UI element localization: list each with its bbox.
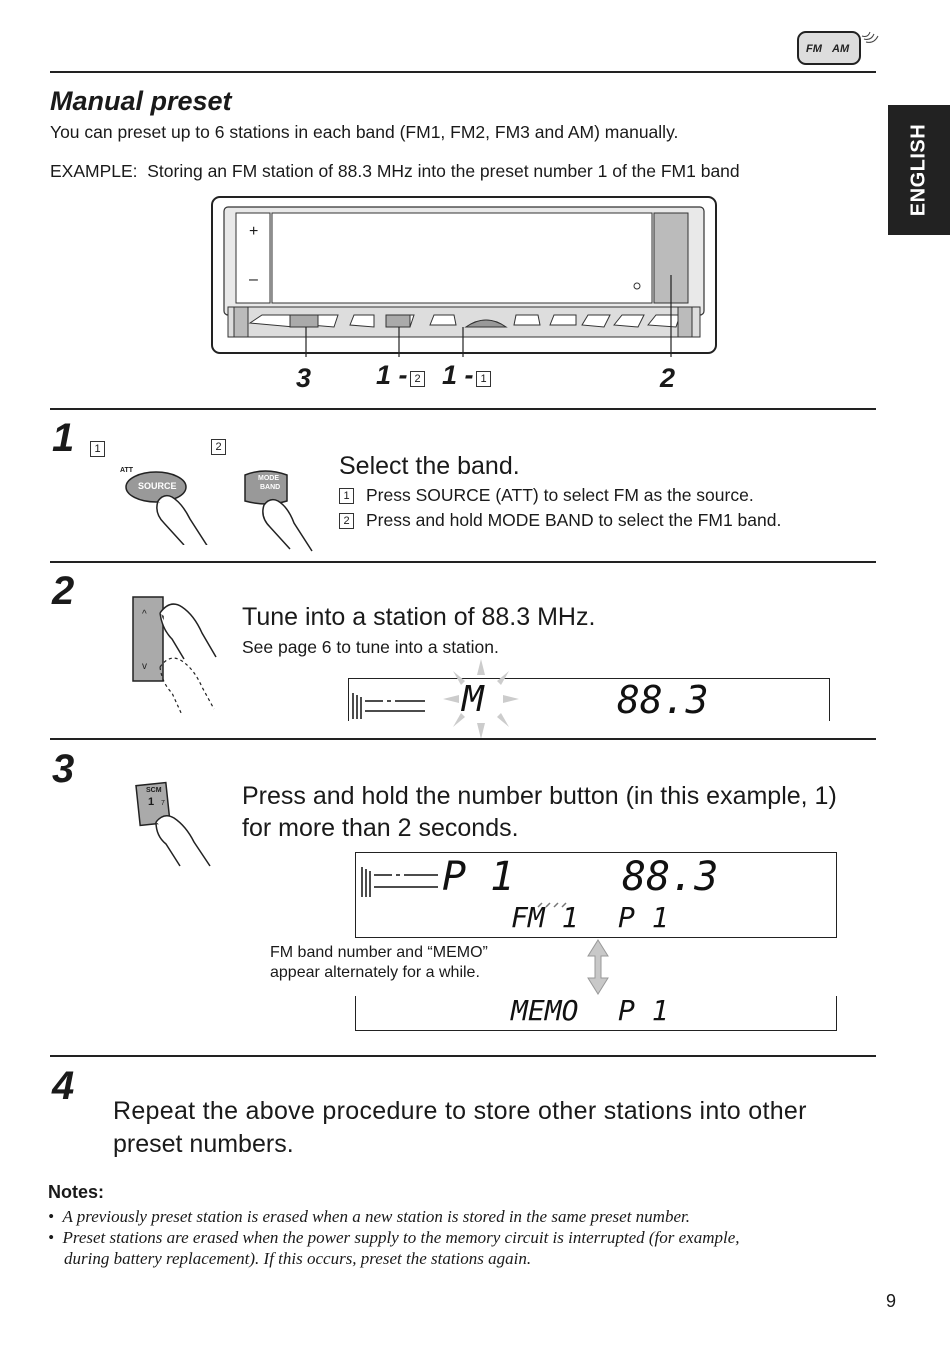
lcd-preset-number: P 1 xyxy=(618,901,669,934)
callout-2: 2 xyxy=(660,363,676,393)
lcd-display-step2 xyxy=(348,678,830,721)
intro-text: You can preset up to 6 stations in each band (FM1, FM2, FM3 and AM) manually. xyxy=(50,122,679,142)
preset-1-label: 1 xyxy=(148,796,155,808)
svg-text:v: v xyxy=(142,661,147,672)
rule-step3 xyxy=(50,738,876,740)
step-3-number: 3 xyxy=(52,747,75,791)
volume-plus-label: + xyxy=(249,223,259,240)
lcd-mode-indicator: M xyxy=(462,679,484,720)
caption-line2: appear alternately for a while. xyxy=(270,964,480,981)
step-1-sub-1: 1 Press SOURCE (ATT) to select FM as the source. xyxy=(339,485,754,506)
step-1-box-b: 2 xyxy=(211,438,238,456)
source-button-icon xyxy=(118,465,218,545)
tuning-button-icon xyxy=(130,595,230,720)
lcd-memo-label: MEMO xyxy=(511,994,579,1027)
volume-minus-label: – xyxy=(249,271,258,288)
svg-text:FM: FM xyxy=(806,43,822,55)
source-label: SOURCE xyxy=(138,481,177,491)
rule-step1 xyxy=(50,408,876,410)
mode-band-button-icon xyxy=(240,465,320,555)
step-1-number: 1 xyxy=(52,416,75,460)
preset-7-label: 7 xyxy=(161,800,165,807)
section-title: Manual preset xyxy=(50,86,232,116)
att-label: ATT xyxy=(120,467,134,474)
step-2-sub: See page 6 to tune into a station. xyxy=(242,637,499,657)
top-rule xyxy=(50,71,876,73)
signal-meter-icon xyxy=(349,685,439,719)
step-2-number: 2 xyxy=(52,569,75,613)
callout-3: 3 xyxy=(296,363,312,393)
rule-step4 xyxy=(50,1055,876,1057)
step-4-text-line1: Repeat the above procedure to store other stations into other xyxy=(113,1097,807,1125)
step-4-number: 4 xyxy=(52,1064,75,1108)
signal-meter-icon xyxy=(358,857,448,897)
lcd-preset-indicator: P 1 xyxy=(442,854,515,900)
lcd-memo-preset: P 1 xyxy=(618,994,669,1027)
note-2: • Preset stations are erased when the power supply to the memory circuit is interrupted (for example, xyxy=(48,1228,740,1247)
example-text: EXAMPLE: Storing an FM station of 88.3 MHz into the preset number 1 of the FM1 band xyxy=(50,161,740,181)
step-1-box-a: 1 xyxy=(90,440,117,458)
note-1: • A previously preset station is erased when a new station is stored in the same preset number. xyxy=(48,1207,690,1226)
step-4-text-line2: preset numbers. xyxy=(113,1130,294,1158)
page-number: 9 xyxy=(886,1291,897,1311)
callout-1-1-prefix: 1 - xyxy=(442,360,474,390)
language-tab: ENGLISH xyxy=(888,105,950,235)
lcd-frequency: 88.3 xyxy=(622,854,719,900)
mode-label: MODE xyxy=(258,475,279,482)
step-1-sub-2: 2 Press and hold MODE BAND to select the FM1 band. xyxy=(339,510,781,531)
callout-1-2-box: 2 xyxy=(410,370,437,388)
svg-text:AM: AM xyxy=(832,43,850,55)
step-2-heading: Tune into a station of 88.3 MHz. xyxy=(242,603,596,631)
lcd-display-step3 xyxy=(355,852,837,938)
band-label: BAND xyxy=(260,484,281,491)
step-3-heading-line1: Press and hold the number button (in this example, 1) xyxy=(242,782,837,810)
lcd-band-indicator: FM 1 xyxy=(511,901,579,934)
step-3-heading-line2: for more than 2 seconds. xyxy=(242,814,519,842)
alternate-arrow-icon xyxy=(586,938,610,996)
callout-1-1-box: 1 xyxy=(476,370,503,388)
fm-am-badge-icon xyxy=(796,28,862,66)
note-2-continued: during battery replacement). If this occurs, preset the stations again. xyxy=(64,1249,532,1268)
stereo-panel-illustration xyxy=(210,195,718,357)
callout-1-2-prefix: 1 - xyxy=(376,360,408,390)
lcd-frequency: 88.3 xyxy=(617,678,709,722)
caption-line1: FM band number and “MEMO” xyxy=(270,944,488,961)
rule-step2 xyxy=(50,561,876,563)
notes-heading: Notes: xyxy=(48,1182,105,1202)
svg-text:^: ^ xyxy=(142,609,147,620)
scm-label: SCM xyxy=(146,787,162,794)
lcd-memo-display xyxy=(355,996,837,1031)
step-1-heading: Select the band. xyxy=(339,452,520,480)
